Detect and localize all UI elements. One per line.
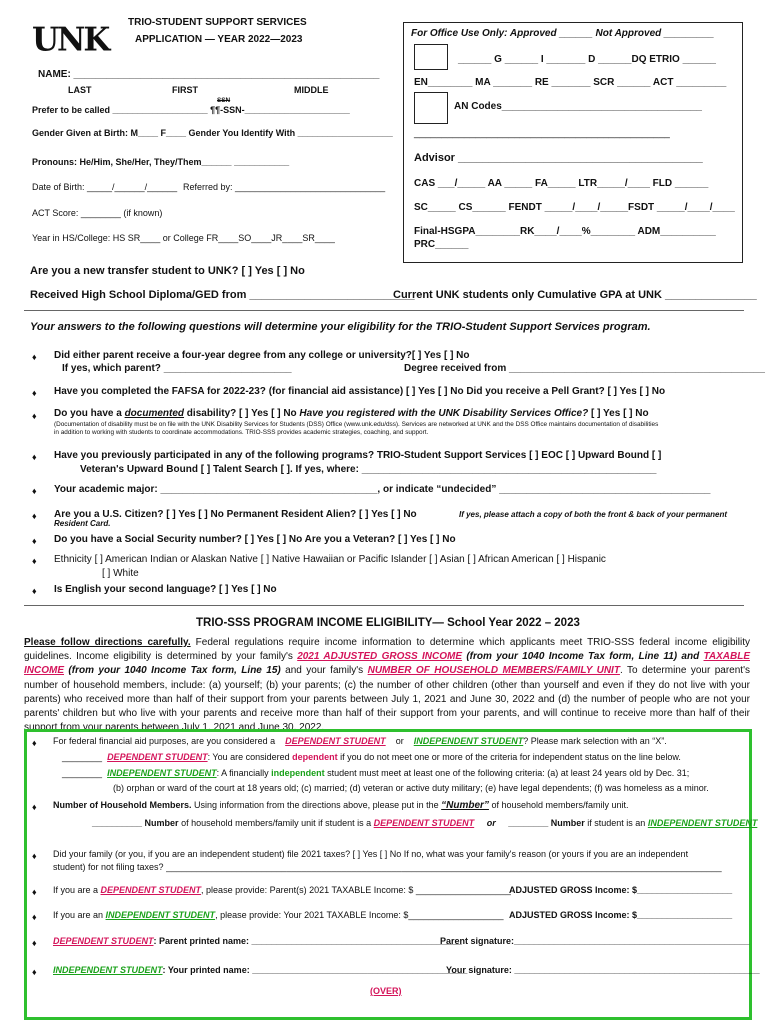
act-field[interactable]: ACT Score: ________ (if known) bbox=[32, 208, 163, 218]
middle-name-label: MIDDLE bbox=[294, 85, 329, 95]
bullet-icon: ♦ bbox=[32, 511, 37, 521]
referred-field[interactable]: Referred by: ______________________________ bbox=[183, 182, 386, 192]
bullet-icon: ♦ bbox=[32, 802, 37, 812]
office-row2: EN________ MA _______ RE _______ SCR ______ ACT _________ bbox=[414, 77, 727, 88]
gender-field[interactable]: Gender Given at Birth: M____ F____ Gender You Identify With ___________________ bbox=[32, 128, 393, 138]
first-name-label: FIRST bbox=[172, 85, 198, 95]
student-signature-field[interactable]: Your signature: _________________________________________________ bbox=[446, 965, 760, 975]
office-cas-row: CAS ___/_____ AA _____ FA_____ LTR_____/____ FLD ______ bbox=[414, 178, 709, 189]
bullet-icon: ♦ bbox=[32, 352, 37, 362]
bullet-icon: ♦ bbox=[32, 938, 37, 948]
independent-option[interactable]: ________ INDEPENDENT STUDENT: A financially independent student must meet at least one of the following criteria: (a) at least 24 years old by Dec. 31; bbox=[62, 768, 690, 778]
eligibility-heading: Your answers to the following questions will determine your eligibility for the TRIO-Student Support Services program. bbox=[30, 321, 651, 333]
over-label: (OVER) bbox=[370, 986, 402, 996]
bullet-icon: ♦ bbox=[32, 887, 37, 897]
q-english[interactable]: Is English your second language? [ ] Yes [ ] No bbox=[54, 584, 277, 595]
office-checkbox-1[interactable] bbox=[414, 44, 448, 70]
preferred-name-field[interactable]: Prefer to be called ___________________ ¶¶-SSN-_____________________ bbox=[32, 105, 350, 115]
year-field[interactable]: Year in HS/College: HS SR____ or College FR____SO____JR____SR____ bbox=[32, 233, 335, 243]
form-title: TRIO-STUDENT SUPPORT SERVICES bbox=[128, 17, 307, 28]
bullet-icon: ♦ bbox=[32, 586, 37, 596]
bullet-icon: ♦ bbox=[32, 967, 37, 977]
taxes-question[interactable]: Did your family (or you, if you are an independent student) file 2021 taxes? [ ] Yes [ ] No If no, what was your family's reason (or yours if you are an independent bbox=[53, 849, 689, 859]
office-checkbox-2[interactable] bbox=[414, 92, 448, 124]
q-fafsa[interactable]: Have you completed the FAFSA for 2022-23? (for financial aid assistance) [ ] Yes [ ] No Did you receive a Pell Grant? [ ] Yes [ ] No bbox=[54, 386, 666, 397]
bullet-icon: ♦ bbox=[32, 388, 37, 398]
transfer-question[interactable]: Are you a new transfer student to UNK? [ ] Yes [ ] No bbox=[30, 265, 305, 277]
student-printed-name-field[interactable]: INDEPENDENT STUDENT: Your printed name: ___________________________________________ bbox=[53, 965, 468, 975]
q-citizen-note-2: Resident Card. bbox=[54, 519, 111, 528]
disability-note-1: (Documentation of disability must be on file with the UNK Disability Services for Students (DSS) Office (www.unk.edu/dss). Services are networked at UNK and the DSS Office maintains documentation of disabilities bbox=[54, 421, 659, 428]
bullet-icon: ♦ bbox=[32, 912, 37, 922]
divider-2 bbox=[24, 605, 744, 606]
diploma-field[interactable]: Received High School Diploma/GED from ___________________________ bbox=[30, 289, 415, 301]
q-programs-2[interactable]: Veteran's Upward Bound [ ] Talent Search [ ]. If yes, where: _____________________________________________________ bbox=[80, 464, 657, 475]
office-prc-row: PRC______ bbox=[414, 239, 469, 250]
q-citizen-note: If yes, please attach a copy of both the front & back of your permanent bbox=[459, 510, 728, 519]
parent-signature-field[interactable]: Parent signature:_______________________________________________ bbox=[440, 936, 750, 946]
bullet-icon: ♦ bbox=[32, 486, 37, 496]
dependent-income-field[interactable]: If you are a DEPENDENT STUDENT, please provide: Parent(s) 2021 TAXABLE Income: $ ___________________ bbox=[53, 885, 511, 895]
office-advisor: Advisor ________________________________________ bbox=[414, 152, 703, 164]
office-an-codes: AN Codes____________________________________ bbox=[454, 101, 702, 112]
gpa-field[interactable]: Current UNK students only Cumulative GPA at UNK _______________ bbox=[393, 289, 757, 301]
q-citizen[interactable]: Are you a U.S. Citizen? [ ] Yes [ ] No Permanent Resident Alien? [ ] Yes [ ] No bbox=[54, 509, 417, 520]
office-blank-line: ______________________________________________ bbox=[414, 128, 670, 139]
q-which-parent[interactable]: If yes, which parent? _______________________ bbox=[62, 363, 292, 374]
household-members-field[interactable]: __________ Number of household members/family unit if student is a DEPENDENT STUDENT or ________ Number if student is an INDEPENDENT STUDENT bbox=[92, 818, 758, 828]
dependent-agi-field[interactable]: ADJUSTED GROSS Income: $___________________ bbox=[509, 885, 733, 895]
household-members-heading: Number of Household Members. Using information from the directions above, please put in the “Number” of household members/family unit. bbox=[53, 800, 629, 811]
q-ethnicity-white[interactable]: [ ] White bbox=[102, 568, 139, 579]
ssn-label: SSN bbox=[217, 97, 231, 104]
bullet-icon: ♦ bbox=[32, 738, 37, 748]
q-disability[interactable]: Do you have a documented disability? [ ] Yes [ ] No Have you registered with the UNK Disability Services Office? [ ] Yes [ ] No bbox=[54, 408, 649, 419]
bullet-icon: ♦ bbox=[32, 452, 37, 462]
pronouns-field[interactable]: Pronouns: He/Him, She/Her, They/Them______ ___________ bbox=[32, 157, 290, 167]
q-major[interactable]: Your academic major: _______________________________________, or indicate “undecided” ______________________________________ bbox=[54, 484, 711, 495]
independent-income-field[interactable]: If you are an INDEPENDENT STUDENT, please provide: Your 2021 TAXABLE Income: $___________________ bbox=[53, 910, 504, 920]
bullet-icon: ♦ bbox=[32, 556, 37, 566]
parent-printed-name-field[interactable]: DEPENDENT STUDENT: Parent printed name: __________________________________________ bbox=[53, 936, 462, 946]
q-ssn-veteran[interactable]: Do you have a Social Security number? [ ] Yes [ ] No Are you a Veteran? [ ] Yes [ ] No bbox=[54, 534, 456, 545]
q-programs[interactable]: Have you previously participated in any of the following programs? TRIO-Student Support Services [ ] EOC [ ] Upward Bound [ ] bbox=[54, 450, 662, 461]
divider-1 bbox=[24, 310, 744, 311]
income-instructions: Please follow directions carefully. Federal regulations require income information to determine which applicants meet TRIO-SSS federal income eligibility guidelines. Income eligibility is determined by your family's 2021 ADJUSTED GROSS INCOME (from your 1040 Income Tax form, Line 11) and TAXABLE INCOME (from your 1040 Income Tax form, Line 15) and your family's NUMBER OF HOUSEHOLD MEMBERS/FAMILY UNIT. To determine your parent's number of household members, include: (a) yourself; (b) your parents; (c) the number of other children (other than yourself and even if they do not live with your parents) who received more than half of their support from your parents between July 1, 2021 and June 30, 2022 and (d) the number of people who are not your parents' children but who live with your parents and receive more than half of their support from your parents, and will continue to receive more than half of their support from your parents between July 1, 2021 and June 30, 2022. bbox=[24, 637, 750, 734]
independent-agi-field[interactable]: ADJUSTED GROSS Income: $___________________ bbox=[509, 910, 733, 920]
bullet-icon: ♦ bbox=[32, 411, 37, 421]
dependent-option[interactable]: ________ DEPENDENT STUDENT: You are considered dependent if you do not meet one or more of the criteria for independent status on the line below. bbox=[62, 752, 681, 762]
form-subtitle: APPLICATION — YEAR 2022—2023 bbox=[135, 34, 303, 45]
office-approval-line: For Office Use Only: Approved ______ Not Approved _________ bbox=[411, 28, 715, 39]
q-parent-degree[interactable]: Did either parent receive a four-year degree from any college or university?[ ] Yes [ ] No bbox=[54, 350, 470, 361]
dob-field[interactable]: Date of Birth: _____/______/______ bbox=[32, 182, 178, 192]
office-final-row: Final-HSGPA________RK____/____%________ ADM__________ bbox=[414, 226, 716, 237]
taxes-reason-field[interactable]: student) for not filing taxes? _______________________________________________________________________________________________________________ bbox=[53, 862, 722, 872]
office-sc-row: SC_____ CS______ FENDT _____/____/_____FSDT _____/____/____ bbox=[414, 202, 735, 213]
disability-note-2: in addition to working with students to coordinate accommodations. TRIO-SSS provides academic strategies, coaching, and support. bbox=[54, 429, 429, 436]
q-degree-from[interactable]: Degree received from ______________________________________________ bbox=[404, 363, 765, 374]
independent-criteria: (b) orphan or ward of the court at 18 years old; (c) married; (d) veteran or active duty military; (e) have legal dependents; (f) was homeless as a minor. bbox=[113, 783, 709, 793]
dependency-question: For federal financial aid purposes, are you considered a DEPENDENT STUDENT or INDEPENDENT STUDENT? Please mark selection with an “X”. bbox=[53, 736, 667, 746]
unk-logo: UNK bbox=[32, 21, 109, 59]
q-ethnicity[interactable]: Ethnicity [ ] American Indian or Alaskan Native [ ] Native Hawaiian or Pacific Islander [ ] Asian [ ] African American [ ] Hispanic bbox=[54, 554, 606, 565]
name-field[interactable]: NAME: _______________________________________________________ bbox=[38, 69, 380, 80]
bullet-icon: ♦ bbox=[32, 851, 37, 861]
bullet-icon: ♦ bbox=[32, 536, 37, 546]
last-name-label: LAST bbox=[68, 85, 92, 95]
office-row1: ______ G ______ I _______ D ______DQ ETRIO ______ bbox=[458, 54, 716, 65]
income-title: TRIO-SSS PROGRAM INCOME ELIGIBILITY— School Year 2022 – 2023 bbox=[196, 617, 580, 629]
